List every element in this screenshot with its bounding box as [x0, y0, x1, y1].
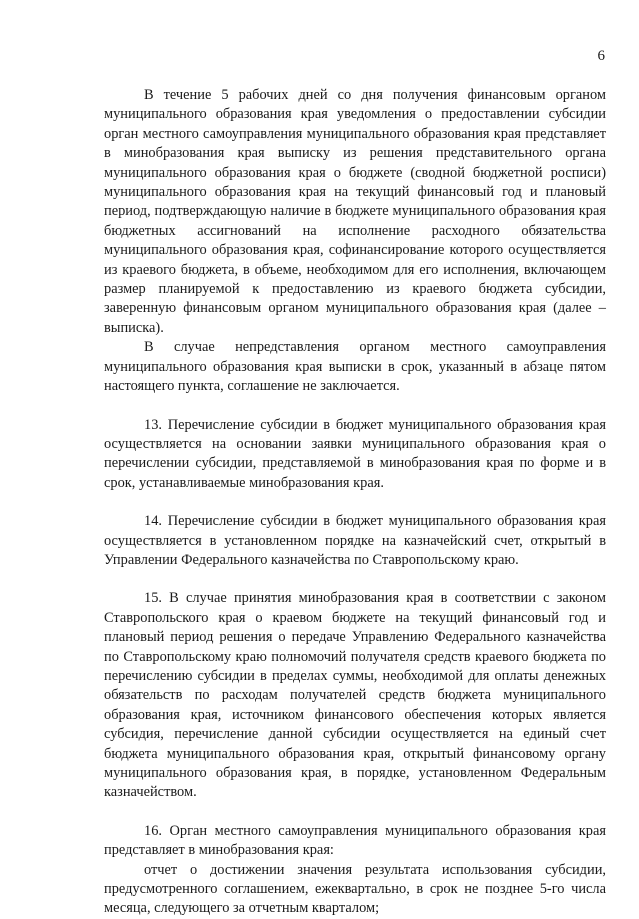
page-number: 6: [597, 48, 605, 64]
paragraph-14: 14. Перечисление субсидии в бюджет муниципального образования края осуществляется в установленном порядке на казначейский счет, открытый в Управлении Федерального казначейства по Ставропольскому краю.: [104, 513, 606, 568]
paragraph-16: 16. Орган местного самоуправления муниципального образования края представляет в минобразования края:: [104, 822, 606, 859]
paragraph-non-submission: В случае непредставления органом местного самоуправления муниципального образования края выписки в срок, указанный в абзаце пятом настоящего пункта, соглашение не заключается.: [104, 339, 606, 395]
paragraph-15: 15. В случае принятия минобразования края в соответствии с законом Ставропольского края о краевом бюджете на текущий финансовый год и плановый период решения о передаче Управлению Федерального казначейства по Ставропольскому краю полномочий получателя средств краевого бюджета по перечислению субсидии в пределах суммы, необходимой для оплаты денежных обязательств по расходам получателей средств бюджета муниципального образования края, источником финансового обеспечения которых является субсидия, перечисление данной субсидии осуществляется на единый счет бюджета муниципального образования края, открытый финансовому органу муниципального образования края, в порядке, установленном Федеральным казначейством.: [104, 590, 606, 801]
document-body: [104, 86, 606, 919]
paragraph-extract-submission: В течение 5 рабочих дней со дня получения финансовым органом муниципального образования края уведомления о предоставлении субсидии орган местного самоуправления муниципального образования края представляет в минобразования края выписку из решения представительного органа муниципального образования края о бюджете (сводной бюджетной росписи) муниципального образования края на текущий финансовый год и плановый период, подтверждающую наличие в бюджете муниципального образования края бюджетных ассигнований на исполнение расходного обязательства муниципального образования края, софинансирование которого осуществляется из краевого бюджета, в объеме, необходимом для его исполнения, включающем размер планируемой к предоставлению из краевого бюджета субсидии, заверенную финансовым органом муниципального образования края (далее – выписка).: [104, 87, 606, 336]
paragraph-13: 13. Перечисление субсидии в бюджет муниципального образования края осуществляется на основании заявки муниципального образования края о перечислении субсидии, представляемой в минобразования края по форме и в срок, устанавливаемые минобразования края.: [104, 416, 606, 491]
paragraph-16-report: отчет о достижении значения результата использования субсидии, предусмотренного соглашением, ежеквартально, в срок не позднее 5-го числа месяца, следующего за отчетным кварталом;: [104, 861, 606, 917]
